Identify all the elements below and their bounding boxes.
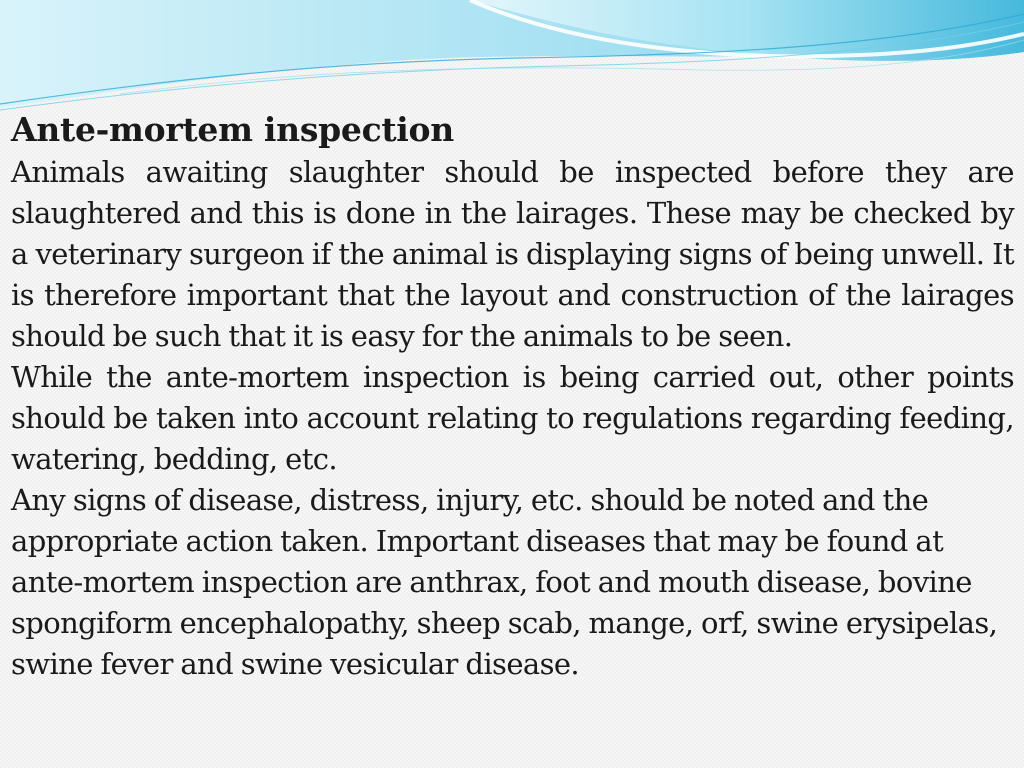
- slide-content: [11, 108, 1014, 685]
- slide-title: Ante-mortem inspection: [11, 110, 454, 149]
- body-paragraph-3: Any signs of disease, distress, injury, etc. should be noted and the appropriate action taken. Important diseases that may be found at ante-mortem inspection are anthrax, foot and mouth disease, bovine spongiform encephalopathy, sheep scab, mange, orf, swine erysipelas, swine fever and swine vesicular disease.: [11, 483, 998, 681]
- body-paragraph-1: Animals awaiting slaughter should be inspected before they are slaughtered and this is done in the lairages. These may be checked by a veterinary surgeon if the animal is displaying signs of being unwell. It is therefore important that the layout and construction of the lairages should be such that it is easy for the animals to be seen.: [11, 155, 1014, 353]
- body-paragraph-2: While the ante-mortem inspection is being carried out, other points should be taken into account relating to regulations regarding feeding, watering, bedding, etc.: [11, 360, 1014, 476]
- header-wave-banner: [0, 0, 1024, 120]
